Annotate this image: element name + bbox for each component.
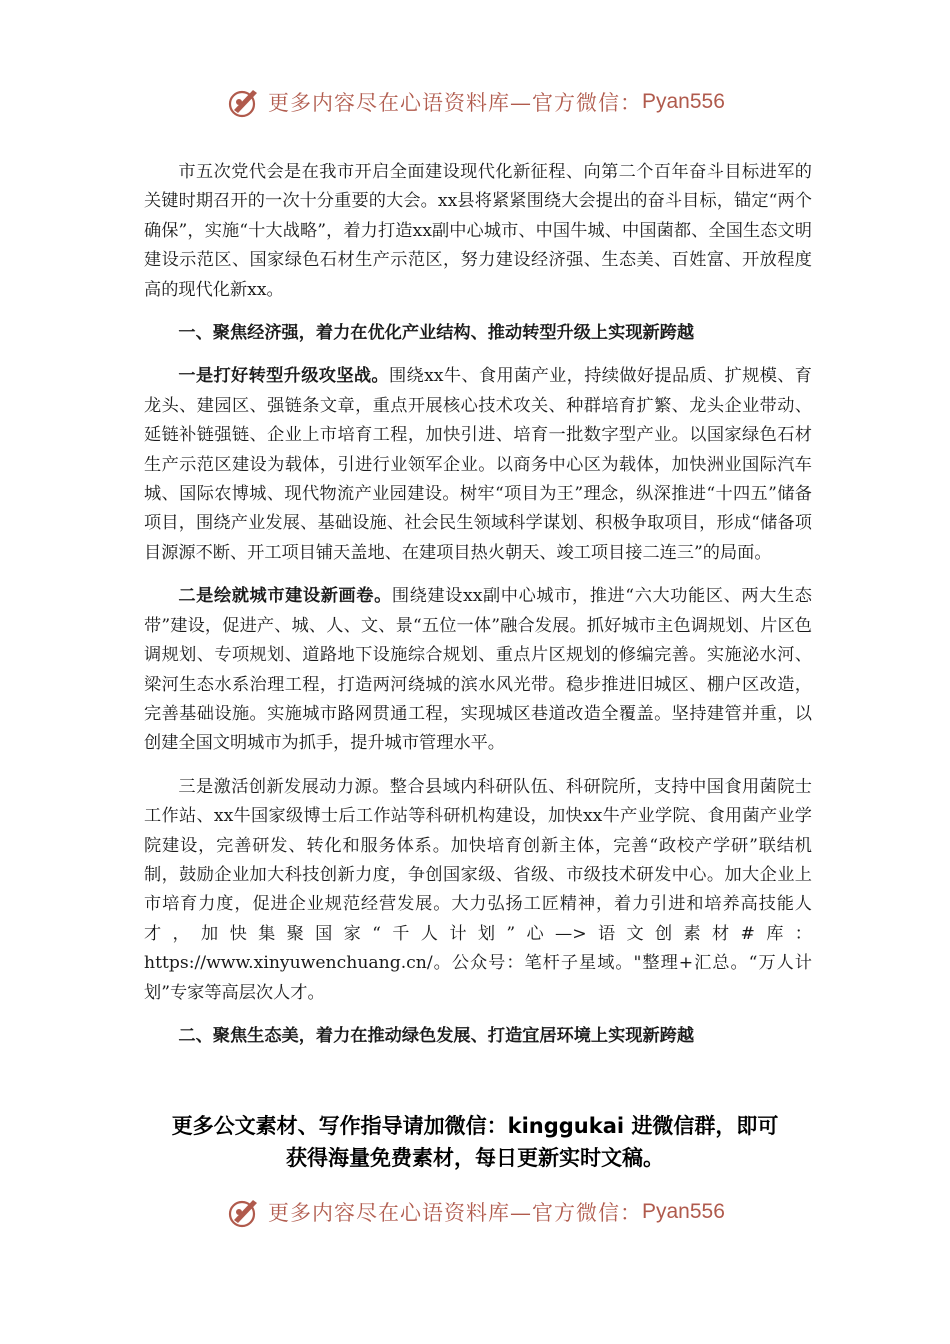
- header-watermark: [226, 82, 725, 122]
- pen-logo-icon: [226, 84, 262, 120]
- paragraph-urban: [144, 582, 812, 758]
- promo-notice: [100, 1110, 850, 1174]
- paragraph-urban-body: 围绕建设xx副中心城市，推进“六大功能区、两大生态带”建设，促进产、城、人、文、景“五位一体”融合发展。抓好城市主色调规划、片区色调规划、专项规划、道路地下设施综合规划、重点片区规划的修编完善。实施泌水河、梁河生态水系治理工程，打造两河绕城的滨水风光带。稳步推进旧城区、棚户区改造，完善基础设施。实施城市路网贯通工程，实现城区巷道改造全覆盖。坚持建管并重，以创建全国文明城市为抓手，提升城市管理水平。: [144, 586, 812, 754]
- section-2-heading: 二、聚焦生态美，着力在推动绿色发展、打造宜居环境上实现新跨越: [178, 1025, 695, 1046]
- promo-line-2: 获得海量免费素材，每日更新实时文稿。: [286, 1146, 664, 1170]
- watermark-text: 更多内容尽在心语资料库—官方微信：: [268, 1201, 642, 1225]
- paragraph-innovation: 三是激活创新发展动力源。整合县域内科研队伍、科研院所，支持中国食用菌院士工作站、xx牛国家级博士后工作站等科研机构建设，加快xx牛产业学院、食用菌产业学院建设，完善研发、转化和服务体系。加快培育创新主体，完善“政校产学研”联结机制，鼓励企业加大科技创新力度，争创国家级、省级、市级技术研发中心。加大企业上市培育力度，促进企业规范经营发展。大力弘扬工匠精神，着力引进和培养高技能人才，加快集聚国家“千人计划”心—>语文创素材#库：https://www.xinyuwenchuang.cn/。公众号：笔杆子星域。"整理+汇总。“万人计划”专家等高层次人才。: [144, 776, 812, 1003]
- watermark-text: 更多内容尽在心语资料库—官方微信：: [268, 91, 642, 115]
- section-1-heading: 一、聚焦经济强，着力在优化产业结构、推动转型升级上实现新跨越: [178, 323, 695, 344]
- watermark-handle: Pyan556: [642, 90, 725, 113]
- pen-logo-icon: [226, 1194, 262, 1230]
- paragraph-urban-lead: 二是绘就城市建设新画卷。: [178, 586, 392, 607]
- document-body: [144, 158, 812, 1065]
- footer-watermark: [226, 1192, 725, 1232]
- intro-paragraph: 市五次党代会是在我市开启全面建设现代化新征程、向第二个百年奋斗目标进军的关键时期召开的一次十分重要的大会。xx县将紧紧围绕大会提出的奋斗目标，锚定“两个确保”，实施“十大战略”，着力打造xx副中心城市、中国牛城、中国菌都、全国生态文明建设示范区、国家绿色石材生产示范区，努力建设经济强、生态美、百姓富、开放程度高的现代化新xx。: [144, 162, 812, 300]
- promo-line-1: 更多公文素材、写作指导请加微信：kinggukai 进微信群，即可: [171, 1114, 779, 1138]
- paragraph-transformation-lead: 一是打好转型升级攻坚战。: [178, 366, 389, 387]
- watermark-handle: Pyan556: [642, 1200, 725, 1223]
- paragraph-transformation: [144, 362, 812, 568]
- paragraph-transformation-body: 围绕xx牛、食用菌产业，持续做好提品质、扩规模、育龙头、建园区、强链条文章，重点开展核心技术攻关、种群培育扩繁、龙头企业带动、延链补链强链、企业上市培育工程，加快引进、培育一批数字型产业。以国家绿色石材生产示范区建设为载体，引进行业领军企业。以商务中心区为载体，加快洲业国际汽车城、国际农博城、现代物流产业园建设。树牢“项目为王”理念，纵深推进“十四五”储备项目，围绕产业发展、基础设施、社会民生领域科学谋划、积极争取项目，形成“储备项目源源不断、开工项目铺天盖地、在建项目热火朝天、竣工项目接二连三”的局面。: [144, 366, 812, 563]
